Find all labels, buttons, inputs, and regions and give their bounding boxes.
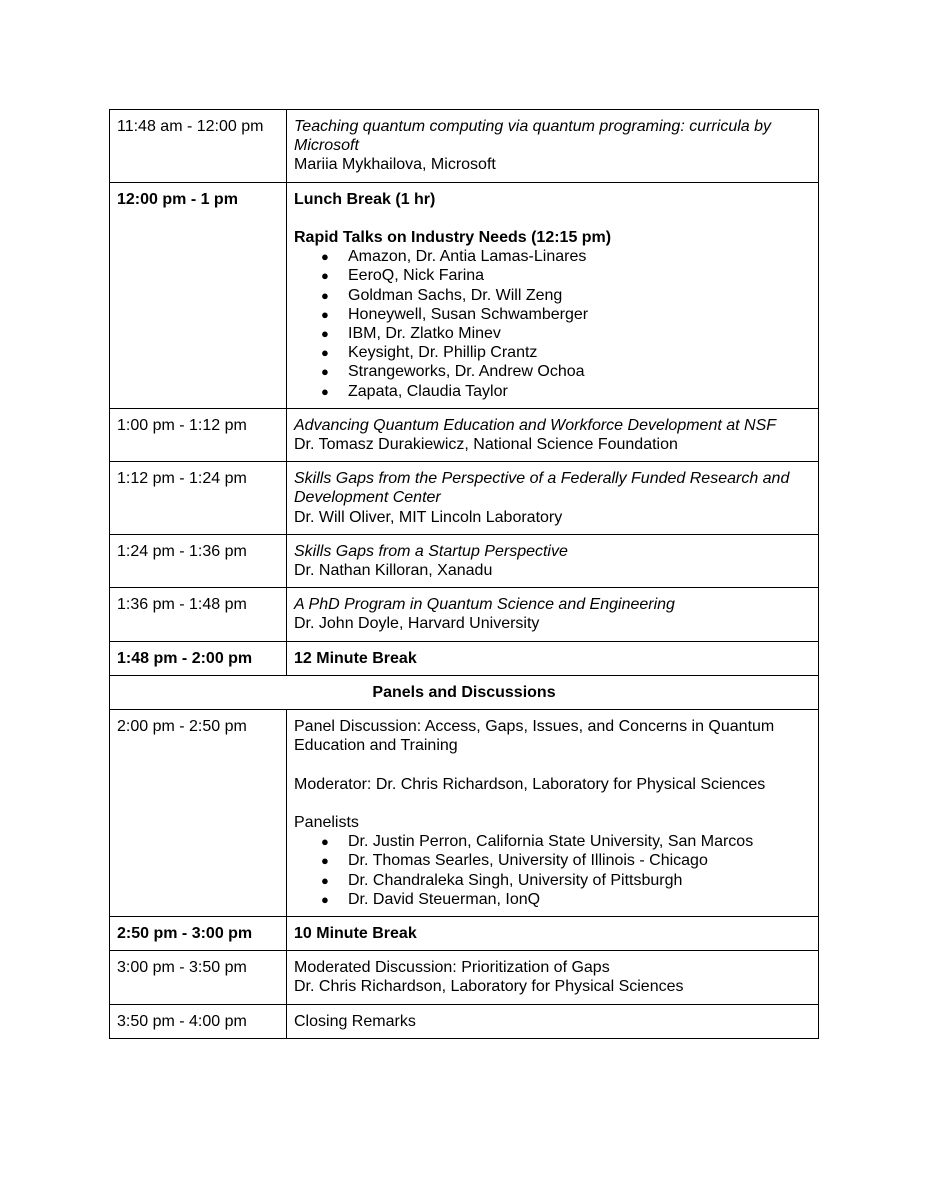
session-title: Closing Remarks bbox=[287, 1004, 819, 1038]
session-cell bbox=[287, 110, 819, 183]
session-moderator: Moderator: Dr. Chris Richardson, Laboratory for Physical Sciences bbox=[294, 775, 766, 793]
bullet-icon: ● bbox=[321, 853, 329, 869]
session-speaker: Mariia Mykhailova, Microsoft bbox=[294, 156, 496, 174]
panelists-list bbox=[294, 832, 811, 909]
time-cell: 12:00 pm - 1 pm bbox=[110, 182, 287, 408]
session-speaker: Dr. Chris Richardson, Laboratory for Physical Sciences bbox=[294, 978, 684, 996]
session-title: Lunch Break (1 hr) bbox=[294, 190, 436, 208]
table-row bbox=[110, 534, 819, 587]
session-title: Teaching quantum computing via quantum programing: curricula by Microsoft bbox=[294, 118, 772, 155]
bullet-icon: ● bbox=[321, 891, 329, 907]
rapid-talks-list bbox=[294, 247, 811, 401]
table-row bbox=[110, 1004, 819, 1038]
list-item: ● Zapata, Claudia Taylor bbox=[321, 382, 508, 400]
time-cell: 1:48 pm - 2:00 pm bbox=[110, 641, 287, 675]
time-cell: 1:00 pm - 1:12 pm bbox=[110, 408, 287, 461]
table-row bbox=[110, 917, 819, 951]
list-item: ● Strangeworks, Dr. Andrew Ochoa bbox=[321, 363, 585, 381]
session-title: Moderated Discussion: Prioritization of Gaps bbox=[294, 959, 610, 977]
session-speaker: Dr. John Doyle, Harvard University bbox=[294, 615, 540, 633]
list-item: ● IBM, Dr. Zlatko Minev bbox=[321, 325, 501, 343]
session-title: Skills Gaps from a Startup Perspective bbox=[294, 542, 568, 560]
time-cell: 1:36 pm - 1:48 pm bbox=[110, 588, 287, 641]
session-title: Advancing Quantum Education and Workforce Development at NSF bbox=[294, 416, 777, 434]
session-cell bbox=[287, 462, 819, 535]
bullet-icon: ● bbox=[321, 872, 329, 888]
time-cell: 2:50 pm - 3:00 pm bbox=[110, 917, 287, 951]
bullet-icon: ● bbox=[321, 326, 329, 342]
list-item: ● Goldman Sachs, Dr. Will Zeng bbox=[321, 286, 563, 304]
list-item: ● Dr. Chandraleka Singh, University of Pittsburgh bbox=[321, 871, 683, 889]
session-cell bbox=[287, 710, 819, 917]
bullet-icon: ● bbox=[321, 249, 329, 265]
session-cell bbox=[287, 182, 819, 408]
session-subtitle: Rapid Talks on Industry Needs (12:15 pm) bbox=[294, 229, 612, 246]
list-item: ● EeroQ, Nick Farina bbox=[321, 267, 485, 285]
session-title: Skills Gaps from the Perspective of a Federally Funded Research and Development Center bbox=[294, 470, 790, 507]
table-row bbox=[110, 408, 819, 461]
section-header: Panels and Discussions bbox=[110, 675, 819, 709]
table-row bbox=[110, 710, 819, 917]
table-row bbox=[110, 182, 819, 408]
time-cell: 1:24 pm - 1:36 pm bbox=[110, 534, 287, 587]
session-speaker: Dr. Will Oliver, MIT Lincoln Laboratory bbox=[294, 508, 563, 526]
list-item: ● Honeywell, Susan Schwamberger bbox=[321, 305, 589, 323]
session-title: Panel Discussion: Access, Gaps, Issues, and Concerns in Quantum Education and Training bbox=[294, 718, 775, 755]
table-row bbox=[110, 675, 819, 709]
bullet-icon: ● bbox=[321, 345, 329, 361]
session-cell bbox=[287, 408, 819, 461]
table-row bbox=[110, 588, 819, 641]
table-row bbox=[110, 951, 819, 1004]
session-title: 10 Minute Break bbox=[287, 917, 819, 951]
bullet-icon: ● bbox=[321, 383, 329, 399]
list-item: ● Dr. Justin Perron, California State University, San Marcos bbox=[321, 833, 754, 851]
agenda-table bbox=[109, 109, 819, 1039]
table-row bbox=[110, 641, 819, 675]
table-row bbox=[110, 110, 819, 183]
bullet-icon: ● bbox=[321, 834, 329, 850]
table-row bbox=[110, 462, 819, 535]
time-cell: 3:50 pm - 4:00 pm bbox=[110, 1004, 287, 1038]
session-speaker: Dr. Tomasz Durakiewicz, National Science Foundation bbox=[294, 436, 678, 454]
session-cell bbox=[287, 588, 819, 641]
bullet-icon: ● bbox=[321, 306, 329, 322]
time-cell: 2:00 pm - 2:50 pm bbox=[110, 710, 287, 917]
session-speaker: Dr. Nathan Killoran, Xanadu bbox=[294, 562, 493, 580]
time-cell: 1:12 pm - 1:24 pm bbox=[110, 462, 287, 535]
session-title: A PhD Program in Quantum Science and Engineering bbox=[294, 596, 675, 614]
list-item: ● Amazon, Dr. Antia Lamas-Linares bbox=[321, 248, 587, 266]
list-item: ● Keysight, Dr. Phillip Crantz bbox=[321, 344, 538, 362]
panelists-label: Panelists bbox=[294, 814, 359, 832]
session-title: 12 Minute Break bbox=[287, 641, 819, 675]
time-cell: 3:00 pm - 3:50 pm bbox=[110, 951, 287, 1004]
bullet-icon: ● bbox=[321, 364, 329, 380]
list-item: ● Dr. Thomas Searles, University of Illinois - Chicago bbox=[321, 852, 708, 870]
list-item: ● Dr. David Steuerman, IonQ bbox=[321, 890, 541, 908]
bullet-icon: ● bbox=[321, 268, 329, 284]
time-cell: 11:48 am - 12:00 pm bbox=[110, 110, 287, 183]
bullet-icon: ● bbox=[321, 287, 329, 303]
session-cell bbox=[287, 534, 819, 587]
session-cell bbox=[287, 951, 819, 1004]
